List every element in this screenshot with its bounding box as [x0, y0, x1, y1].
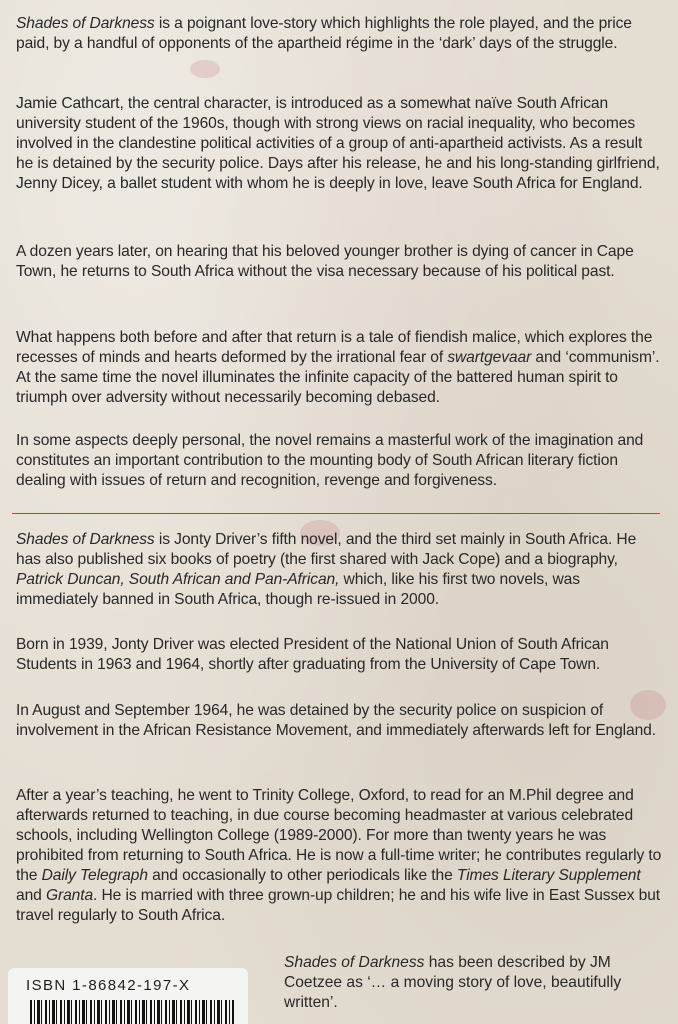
coetzee-quote: Shades of Darkness has been described by JM Coetzee as ‘… a moving story of love, beautifully written’.	[284, 954, 622, 1011]
synopsis-paragraph-4: What happens both before and after that return is a tale of fiendish malice, which explores the recesses of minds and hearts deformed by the irrational fear of swartgevaar and ‘communism’. At the same time the novel illuminates the infinite capacity of the battered human spirit to triumph over adversity without necessarily becoming debased.	[16, 329, 660, 406]
isbn-barcode-panel	[8, 968, 248, 1024]
section-divider	[12, 513, 660, 514]
bio-paragraph-2: Born in 1939, Jonty Driver was elected President of the National Union of South African Students in 1963 and 1964, shortly after graduating from the University of Cape Town.	[16, 636, 609, 673]
synopsis-paragraph-3: A dozen years later, on hearing that his beloved younger brother is dying of cancer in Cape Town, he returns to South Africa without the visa necessary because of his political past.	[16, 243, 634, 280]
ink-stain	[190, 60, 220, 78]
bio-paragraph-1: Shades of Darkness is Jonty Driver’s fifth novel, and the third set mainly in South Africa. He has also published six books of poetry (the first shared with Jack Cope) and a biography, Patrick Duncan, South African and Pan-African, which, like his first two novels, was immediately banned in South Africa, though re-issued in 2000.	[16, 531, 637, 608]
book-title: Shades of Darkness	[284, 954, 425, 971]
isbn-number: ISBN 1-86842-197-X	[26, 977, 191, 994]
bio-paragraph-3: In August and September 1964, he was detained by the security police on suspicion of involvement in the African Resistance Movement, and immediately afterwards left for England.	[16, 702, 656, 739]
synopsis-paragraph-5: In some aspects deeply personal, the novel remains a masterful work of the imagination and constitutes an important contribution to the mounting body of South African literary fiction dealing with issues of return and recognition, revenge and forgiveness.	[16, 432, 644, 489]
bio-paragraph-4: After a year’s teaching, he went to Trinity College, Oxford, to read for an M.Phil degree and afterwards returned to teaching, in due course becoming headmaster at various celebrated schools, including Wellington College (1989-2000). For more than twenty years he was prohibited from returning to South Africa. He is now a full-time writer; he contributes regularly to the Daily Telegraph and occasionally to other periodicals like the Times Literary Supplement and Granta. He is married with three grown-up children; he and his wife live in East Sussex but travel regularly to South Africa.	[16, 787, 662, 924]
synopsis-paragraph-2: Jamie Cathcart, the central character, is introduced as a somewhat naïve South African university student of the 1960s, though with strong views on racial inequality, who becomes involved in the clandestine political activities of a group of anti-apartheid activists. As a result he is detained by the security police. Days after his release, he and his long-standing girlfriend, Jenny Dicey, a ballet student with whom he is deeply in love, leave South Africa for England.	[16, 95, 660, 192]
synopsis-paragraph-1: Shades of Darkness is a poignant love-story which highlights the role played, and the price paid, by a handful of opponents of the apartheid régime in the ‘dark’ days of the struggle.	[16, 15, 632, 52]
book-title: Shades of Darkness	[16, 531, 155, 548]
barcode-icon	[30, 1000, 234, 1024]
book-title: Shades of Darkness	[16, 15, 155, 32]
